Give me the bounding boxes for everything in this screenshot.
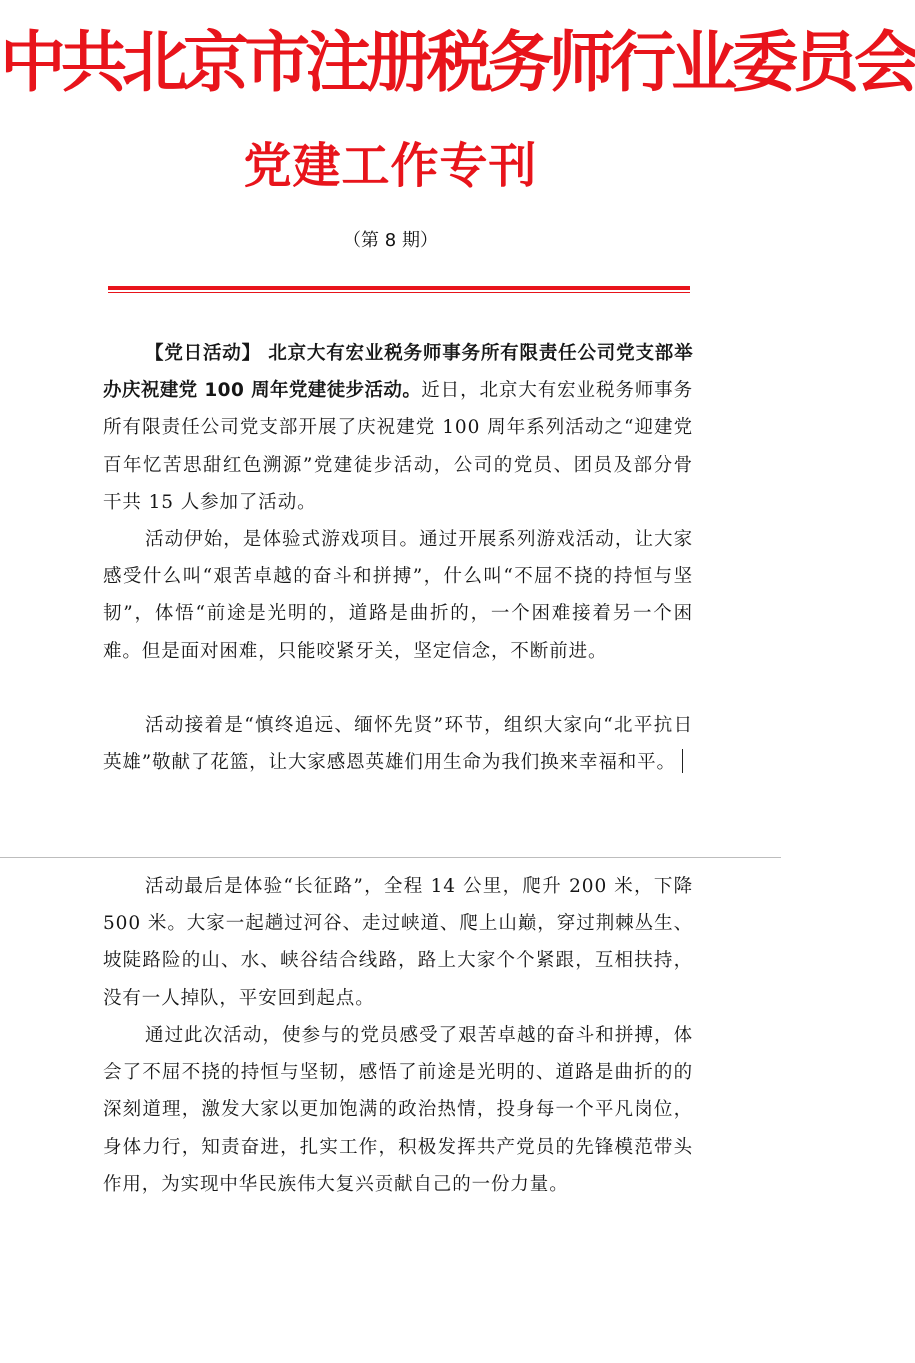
page-break-divider xyxy=(0,857,781,858)
masthead-publication-title: 党建工作专刊 xyxy=(243,138,538,194)
article-tag: 【党日活动】 xyxy=(145,343,261,364)
masthead-divider-thin xyxy=(108,292,690,293)
article-paragraph-2: 活动伊始，是体验式游戏项目。通过开展系列游戏活动，让大家感受什么叫“艰苦卓越的奋斗和拼搏”，什么叫“不屈不挠的持恒与坚韧”，体悟“前途是光明的，道路是曲折的，一个困难接着另一个困难。但是面对困难，只能咬紧牙关，坚定信念，不断前进。 xyxy=(103,529,693,662)
masthead-org-title: 中共北京市注册税务师行业委员会 xyxy=(0,23,915,101)
article-headline: 北京大有宏业税务师事务所有限责任公司党支部举办庆祝建党 100 周年党建徒步活动。 xyxy=(103,343,694,402)
article-paragraph-1-text: 近日，北京大有宏业税务师事务所有限责任公司党支部开展了庆祝建党 100 周年系列活动之“迎建党百年忆苦思甜红色溯源”党建徒步活动，公司的党员、团员及部分骨干共 15 人参加了活动。 xyxy=(103,380,693,513)
article-paragraph-5: 通过此次活动，使参与的党员感受了艰苦卓越的奋斗和拼搏，体会了不屈不挠的持恒与坚韧，感悟了前途是光明的、道路是曲折的的深刻道理，激发大家以更加饱满的政治热情，投身每一个平凡岗位，身体力行，知责奋进，扎实工作，积极发挥共产党员的先锋模范带头作用，为实现中华民族伟大复兴贡献自己的一份力量。 xyxy=(103,1025,693,1195)
article-paragraph-3-text: 活动接着是“慎终追远、缅怀先贤”环节，组织大家向“北平抗日英雄”敬献了花篮，让大家感恩英雄们用生命为我们换来幸福和平。 xyxy=(103,715,693,774)
article-paragraph-3 xyxy=(103,707,693,781)
masthead-divider-thick xyxy=(108,286,690,290)
issue-number: （第 8 期） xyxy=(343,230,438,251)
text-cursor xyxy=(682,749,684,773)
article-paragraph-1 xyxy=(103,335,693,521)
article-paragraph-4: 活动最后是体验“长征路”，全程 14 公里，爬升 200 米，下降 500 米。大家一起趟过河谷、走过峡道、爬上山巅，穿过荆棘丛生、坡陡路险的山、水、峡谷结合线路，路上大家个个紧跟，互相扶持，没有一人掉队，平安回到起点。 xyxy=(103,876,693,1009)
